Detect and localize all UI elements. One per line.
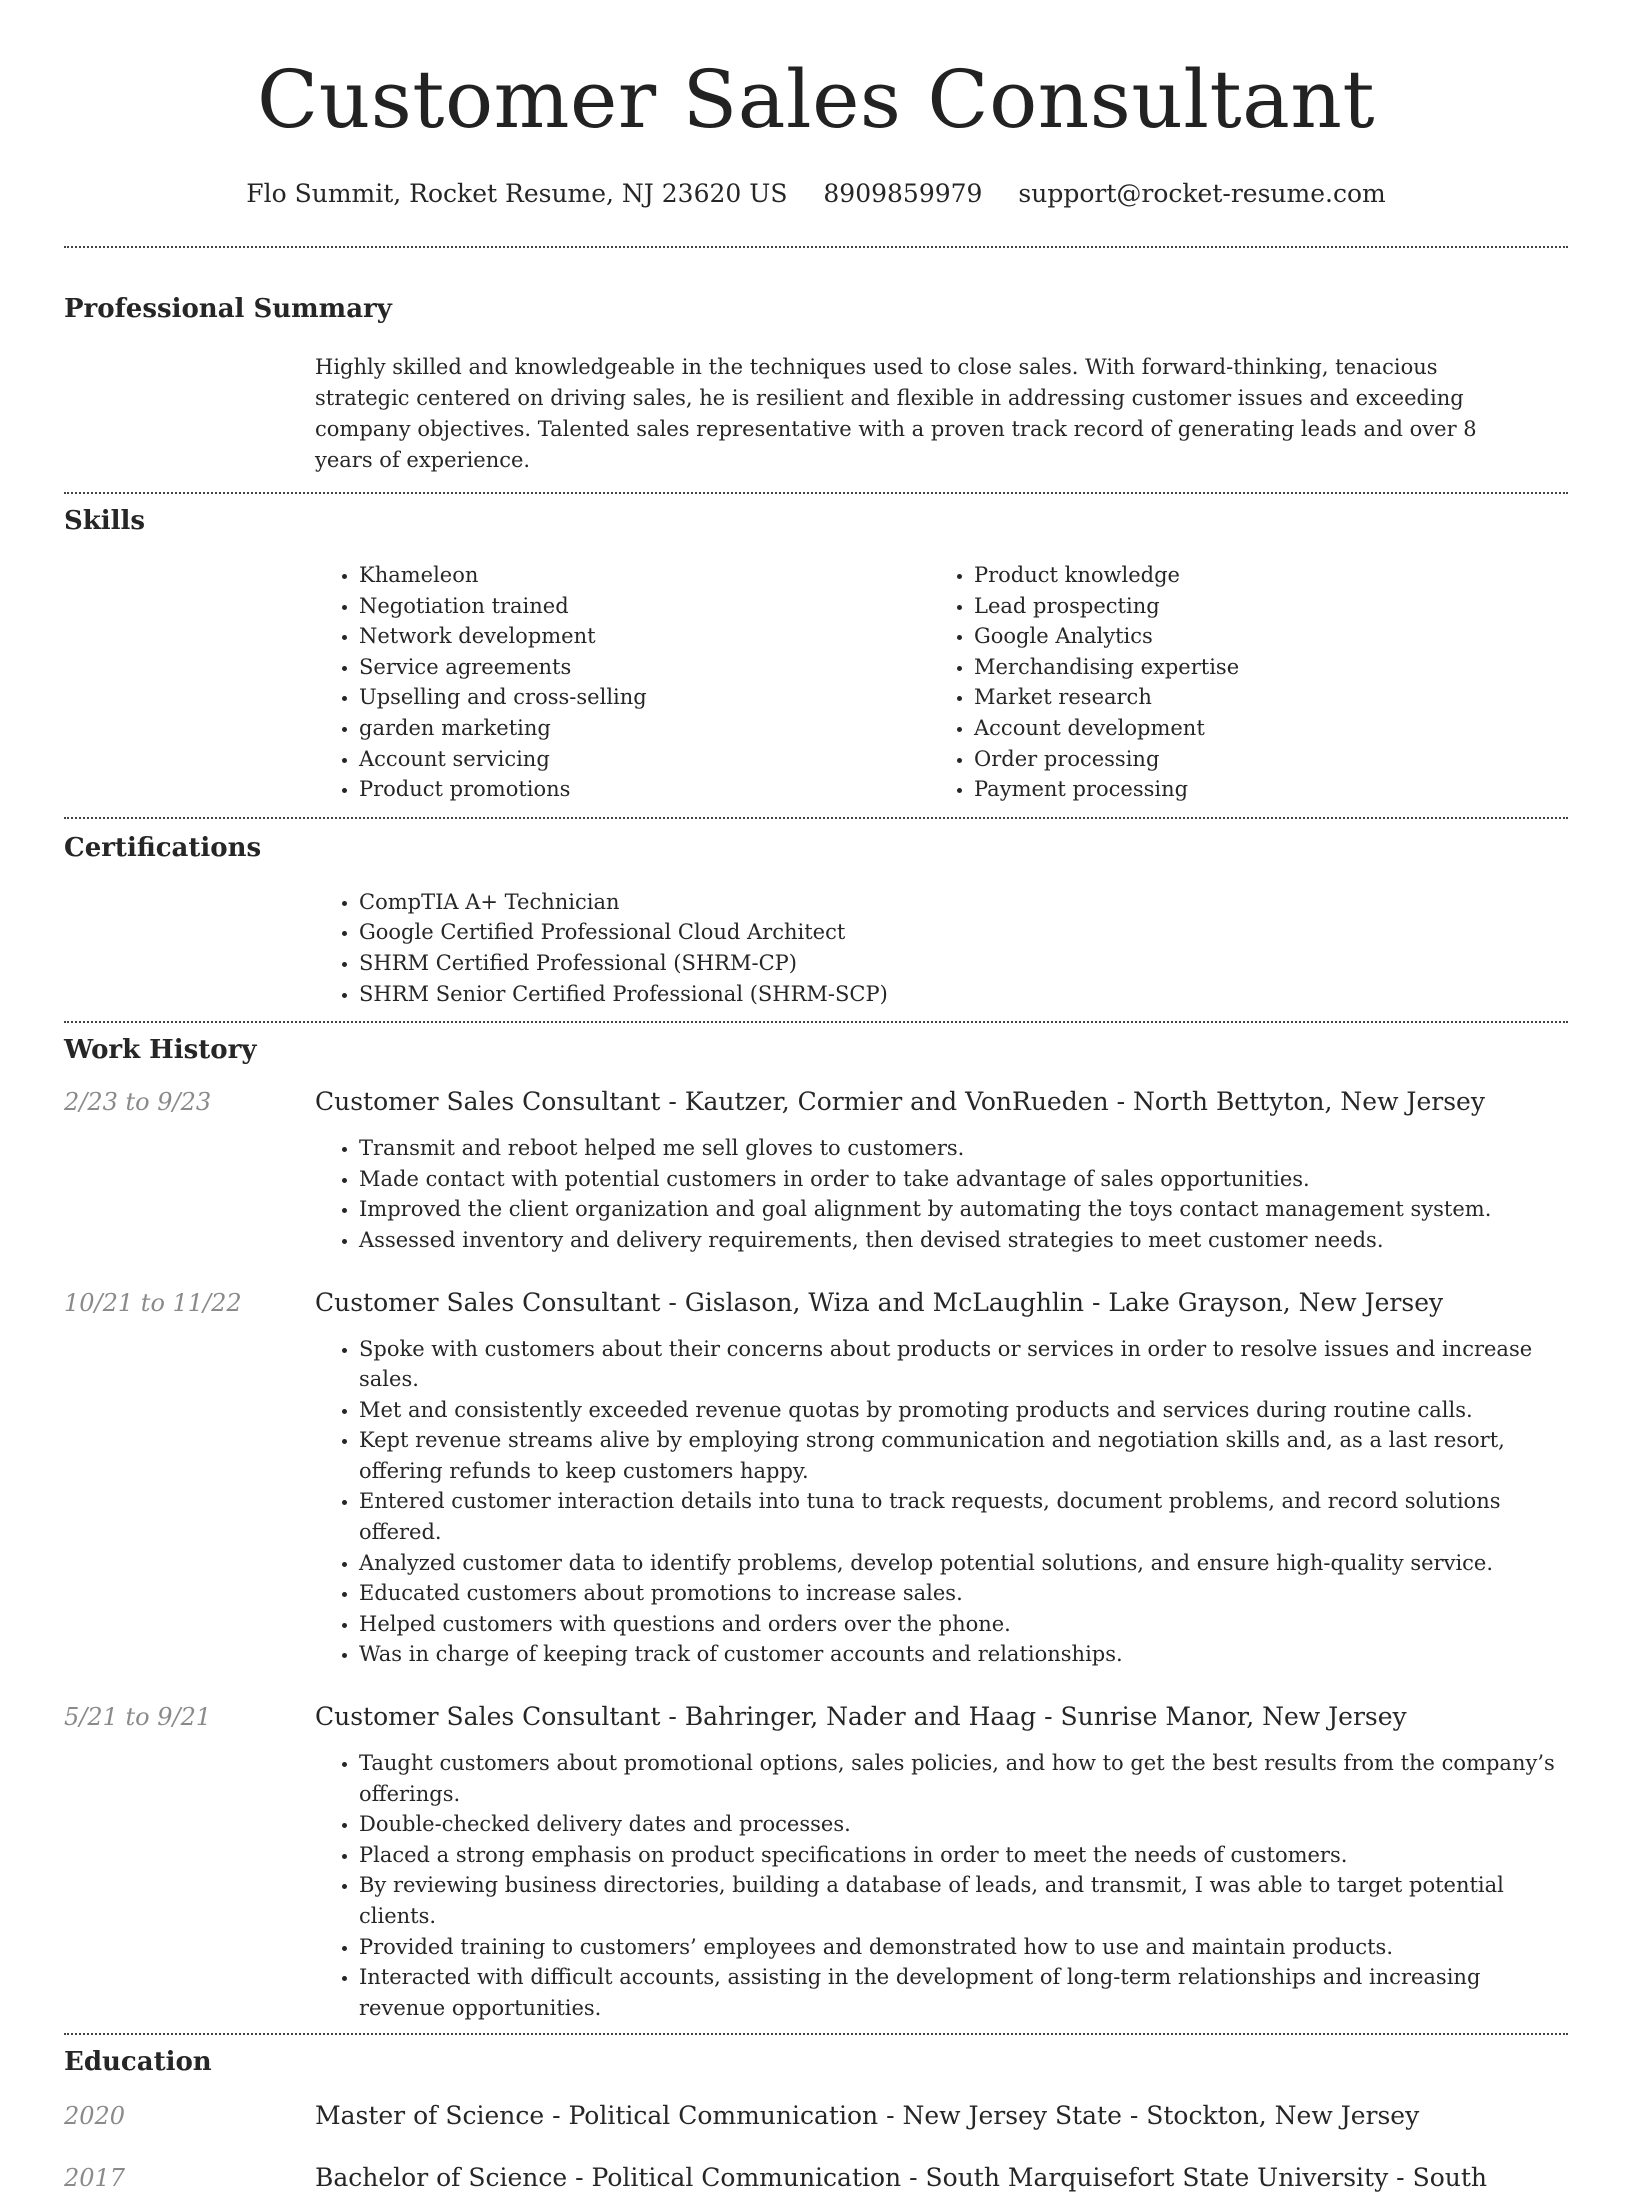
skill-item: • garden marketing (359, 713, 930, 744)
summary-section (64, 248, 1568, 476)
job-bullet: • Kept revenue streams alive by employing strong communication and negotiation skills and, as a last resort, offering refunds to keep customers happy. (359, 1425, 1568, 1486)
work-history-section (64, 1023, 1568, 2023)
job-bullet: • Improved the client organization and goal alignment by automating the toys contact management system. (359, 1194, 1568, 1225)
job-bullet: • Taught customers about promotional options, sales policies, and how to get the best results from the company’s offerings. (359, 1748, 1568, 1809)
section-title-work-history: Work History (64, 1035, 257, 1066)
job-dates: 10/21 to 11/22 (64, 1288, 242, 1317)
job-dates: 5/21 to 9/21 (64, 1703, 212, 1732)
job-location: Sunrise Manor, New Jersey (1060, 1702, 1407, 1732)
education-school: New Jersey State (902, 2101, 1122, 2131)
skills-list-left (315, 560, 930, 805)
skill-item: • Payment processing (974, 774, 1545, 805)
education-date: 2017 (64, 2164, 126, 2193)
job-entry (64, 1085, 1568, 1255)
certifications-section (64, 819, 1568, 1009)
job-bullets (315, 1334, 1568, 1671)
job-bullet: • Assessed inventory and delivery requirements, then devised strategies to meet customer needs. (359, 1225, 1568, 1256)
education-location: South (1412, 2163, 1487, 2193)
job-entry (64, 1286, 1568, 1671)
job-bullets (315, 1748, 1568, 2023)
skill-item: • Merchandising expertise (974, 652, 1545, 683)
skill-item: • Lead prospecting (974, 591, 1545, 622)
skill-item: • Negotiation trained (359, 591, 930, 622)
job-bullet: • Met and consistently exceeded revenue quotas by promoting products and services during routine calls. (359, 1395, 1568, 1426)
education-title-line: Bachelor of Science - Political Communication - South Marquisefort State University - South (315, 2163, 1487, 2193)
job-bullet: • Analyzed customer data to identify problems, develop potential solutions, and ensure high-quality service. (359, 1548, 1568, 1579)
job-role: Customer Sales Consultant (315, 1702, 661, 1732)
job-bullet: • Educated customers about promotions to increase sales. (359, 1578, 1568, 1609)
education-degree: Master of Science - Political Communication (315, 2101, 879, 2131)
skill-item: • Market research (974, 682, 1545, 713)
education-school: South Marquisefort State University (925, 2163, 1389, 2193)
section-title-certifications: Certifications (64, 832, 262, 863)
job-dates: 2/23 to 9/23 (64, 1088, 212, 1117)
contact-address: Flo Summit, Rocket Resume, NJ 23620 US (246, 179, 788, 208)
education-entry (64, 2099, 1568, 2133)
certification-item: • SHRM Certified Professional (SHRM-CP) (359, 948, 1568, 979)
contact-phone: 8909859979 (823, 179, 983, 208)
skill-item: • Network development (359, 621, 930, 652)
certification-item: • SHRM Senior Certified Professional (SHRM-SCP) (359, 979, 1568, 1010)
skills-list-right (930, 560, 1545, 805)
skills-section (64, 494, 1568, 805)
job-company: Bahringer, Nader and Haag (684, 1702, 1037, 1732)
job-role: Customer Sales Consultant (315, 1287, 661, 1317)
education-degree: Bachelor of Science - Political Communication (315, 2163, 902, 2193)
summary-text: Highly skilled and knowledgeable in the techniques used to close sales. With forward-thinking, tenacious strategic centered on driving sales, he is resilient and flexible in addressing customer issues and exceeding company objectives. Talented sales representative with a proven track record of generating leads and over 8 years of experience. (315, 355, 1477, 472)
job-location: North Bettyton, New Jersey (1132, 1087, 1485, 1117)
education-entry (64, 2161, 1568, 2195)
skill-item: • Product knowledge (974, 560, 1545, 591)
job-bullet: • Transmit and reboot helped me sell gloves to customers. (359, 1133, 1568, 1164)
job-company: Kautzer, Cormier and VonRueden (684, 1087, 1109, 1117)
skill-item: • Google Analytics (974, 621, 1545, 652)
job-bullet: • By reviewing business directories, building a database of leads, and transmit, I was able to target potential clients. (359, 1870, 1568, 1931)
contact-line (64, 178, 1568, 210)
skill-item: • Account development (974, 713, 1545, 744)
job-title-line: Customer Sales Consultant - Bahringer, Nader and Haag - Sunrise Manor, New Jersey (315, 1702, 1407, 1732)
certification-item: • CompTIA A+ Technician (359, 887, 1568, 918)
section-title-summary: Professional Summary (64, 294, 392, 324)
job-bullet: • Double-checked delivery dates and processes. (359, 1809, 1568, 1840)
job-bullets (315, 1133, 1568, 1255)
contact-email: support@rocket-resume.com (1018, 179, 1386, 208)
education-date: 2020 (64, 2102, 126, 2131)
skill-item: • Khameleon (359, 560, 930, 591)
skill-item: • Order processing (974, 744, 1545, 775)
job-company: Gislason, Wiza and McLaughlin (684, 1287, 1085, 1317)
resume-page (64, 0, 1568, 2195)
certification-item: • Google Certified Professional Cloud Architect (359, 917, 1568, 948)
job-bullet: • Made contact with potential customers in order to take advantage of sales opportunities. (359, 1164, 1568, 1195)
skill-item: • Account servicing (359, 744, 930, 775)
candidate-name: Customer Sales Consultant (257, 53, 1375, 146)
education-section (64, 2035, 1568, 2195)
job-title-line: Customer Sales Consultant - Kautzer, Cormier and VonRueden - North Bettyton, New Jersey (315, 1087, 1485, 1117)
education-title-line: Master of Science - Political Communication - New Jersey State - Stockton, New Jersey (315, 2101, 1420, 2131)
job-entry (64, 1700, 1568, 2023)
job-bullet: • Placed a strong emphasis on product specifications in order to meet the needs of customers. (359, 1840, 1568, 1871)
job-bullet: • Spoke with customers about their concerns about products or services in order to resolve issues and increase sales. (359, 1334, 1568, 1395)
job-title-line: Customer Sales Consultant - Gislason, Wiza and McLaughlin - Lake Grayson, New Jersey (315, 1287, 1444, 1317)
education-container (64, 2099, 1568, 2195)
job-bullet: • Provided training to customers’ employees and demonstrated how to use and maintain products. (359, 1932, 1568, 1963)
job-location: Lake Grayson, New Jersey (1108, 1287, 1444, 1317)
education-location: Stockton, New Jersey (1146, 2101, 1420, 2131)
jobs-container (64, 1085, 1568, 2023)
job-bullet: • Helped customers with questions and orders over the phone. (359, 1609, 1568, 1640)
resume-header (64, 0, 1568, 210)
certifications-list (315, 887, 1568, 1009)
skill-item: • Service agreements (359, 652, 930, 683)
skill-item: • Upselling and cross-selling (359, 682, 930, 713)
job-bullet: • Was in charge of keeping track of customer accounts and relationships. (359, 1639, 1568, 1670)
job-bullet: • Entered customer interaction details into tuna to track requests, document problems, and record solutions offered. (359, 1486, 1568, 1547)
job-bullet: • Interacted with difficult accounts, assisting in the development of long-term relationships and increasing revenue opportunities. (359, 1962, 1568, 2023)
skill-item: • Product promotions (359, 774, 930, 805)
job-role: Customer Sales Consultant (315, 1087, 661, 1117)
section-title-skills: Skills (64, 506, 146, 536)
section-title-education: Education (64, 2047, 212, 2078)
